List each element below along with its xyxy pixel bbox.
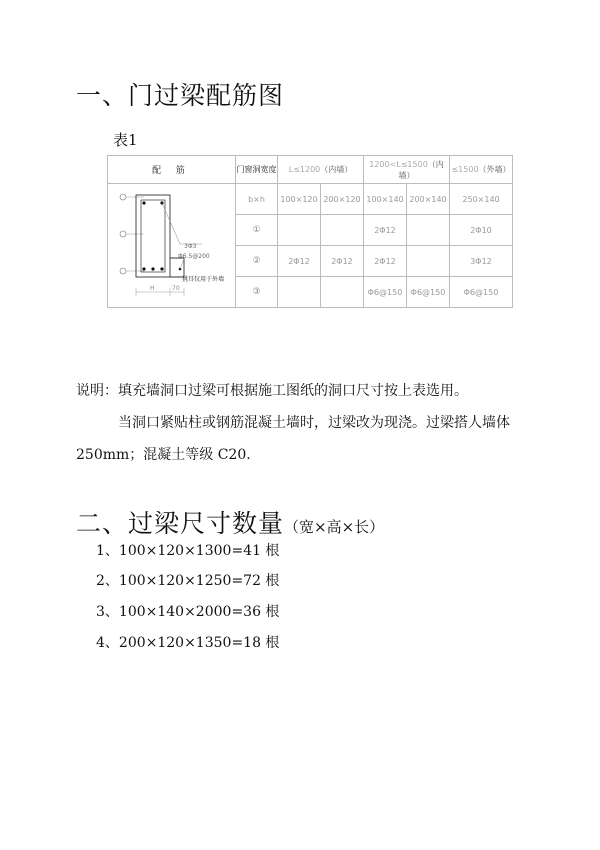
- list-item: 4、200×120×1350=18 根: [96, 635, 280, 651]
- rebar-table: [107, 155, 513, 308]
- label-rebar-top: 3Φ3: [184, 243, 197, 250]
- rebar-bottom-right: [160, 267, 163, 270]
- table-cell: 3Φ12: [450, 246, 513, 277]
- table-cell: 2Φ12: [278, 246, 321, 277]
- rebar-top-left: [142, 201, 145, 204]
- table-cell: 2Φ10: [450, 215, 513, 246]
- row-label-3: ③: [236, 277, 278, 308]
- section2-title: [76, 504, 384, 540]
- list-item: 2、100×120×1250=72 根: [96, 573, 280, 589]
- table-cell: 2Φ12: [364, 246, 407, 277]
- table-cell: [407, 246, 450, 277]
- table-cell: 200×120: [321, 184, 364, 215]
- table-cell: [321, 215, 364, 246]
- section1-title: 一、门过梁配筋图: [76, 81, 285, 110]
- beam-section-diagram: [108, 184, 236, 308]
- table-caption: 表1: [113, 131, 138, 149]
- table-cell: Φ6@150: [407, 277, 450, 308]
- note-line-3: 250mm；混凝土等级 C20.: [76, 447, 251, 463]
- table-cell: [321, 277, 364, 308]
- header-col2: 1200<L≤1500（内墙）: [364, 156, 450, 184]
- table-cell: 100×140: [364, 184, 407, 215]
- stirrup: [141, 200, 165, 272]
- callout-2-circle: [120, 231, 126, 237]
- section2-subtitle: （宽×高×长）: [284, 518, 385, 536]
- table-header-row: [108, 156, 513, 184]
- row-label-bxh: b×h: [236, 184, 278, 215]
- table-cell: 250×140: [450, 184, 513, 215]
- table-row: [108, 184, 513, 215]
- rebar-bottom-mid: [151, 267, 154, 270]
- label-h: H: [150, 285, 155, 292]
- table-cell: 2Φ12: [321, 246, 364, 277]
- label-70: 70: [172, 285, 180, 292]
- table-cell: 200×140: [407, 184, 450, 215]
- note-line-2: 当洞口紧贴柱或钢筋混凝土墙时，过梁改为现浇。过梁搭人墙体: [118, 415, 510, 431]
- header-opening-width: 门窗洞宽度: [236, 156, 278, 184]
- label-stirrup: Φ6.5@200: [178, 253, 210, 260]
- table-cell: [278, 215, 321, 246]
- table-cell: Φ6@150: [364, 277, 407, 308]
- section2-title-main: 二、过梁尺寸数量: [76, 509, 285, 538]
- note-line-1: 说明：填充墙洞口过梁可根据施工图纸的洞口尺寸按上表选用。: [76, 383, 468, 399]
- list-item: 3、100×140×2000=36 根: [96, 604, 280, 620]
- callout-3-circle: [120, 268, 126, 274]
- label-external: 挑耳仅用于外墙: [182, 276, 225, 283]
- table-cell: [407, 215, 450, 246]
- table-cell: 100×120: [278, 184, 321, 215]
- header-col1: L≤1200（内墙）: [278, 156, 364, 184]
- table-cell: [278, 277, 321, 308]
- callout-1-circle: [120, 194, 126, 200]
- header-col3: ≤1500（外墙）: [450, 156, 513, 184]
- table-cell: Φ6@150: [450, 277, 513, 308]
- external-ledge: [170, 258, 184, 277]
- row-label-2: ②: [236, 246, 278, 277]
- list-item: 1、100×120×1300=41 根: [96, 543, 280, 559]
- header-config: 配 筋: [108, 156, 236, 184]
- rebar-bottom-left: [142, 267, 145, 270]
- row-label-1: ①: [236, 215, 278, 246]
- table-cell: 2Φ12: [364, 215, 407, 246]
